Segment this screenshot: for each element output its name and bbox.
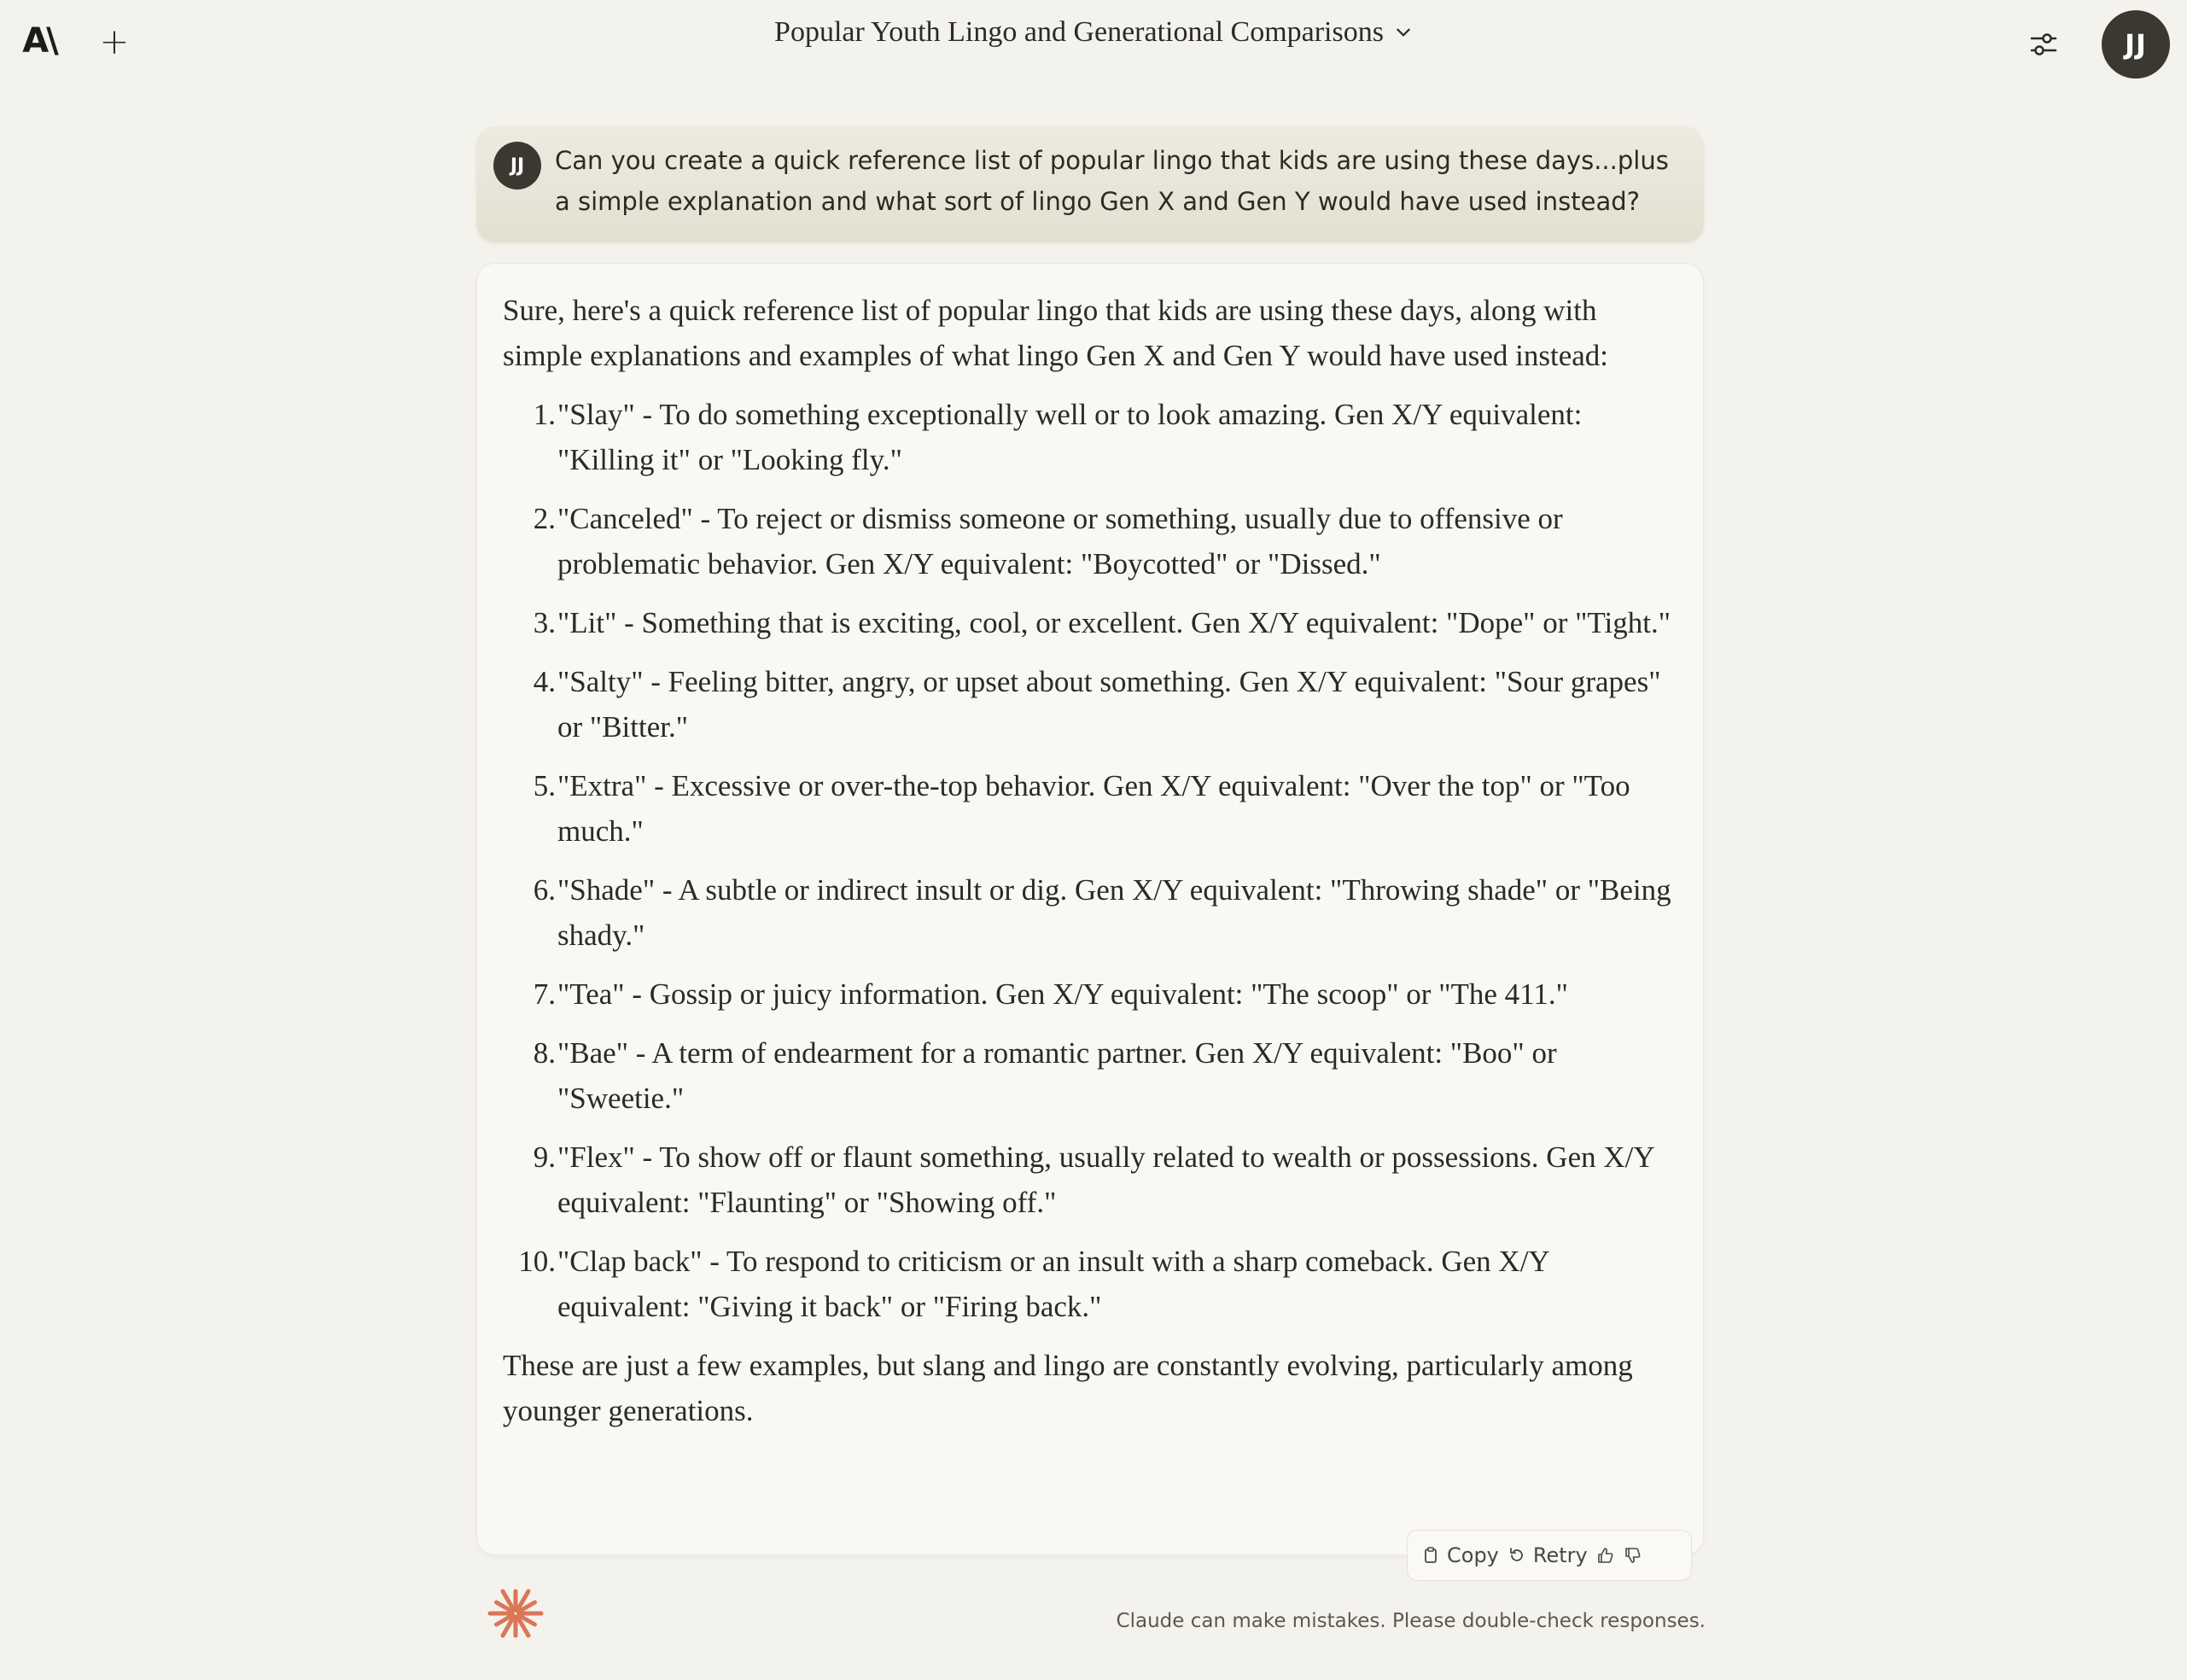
list-item-text: "Salty" - Feeling bitter, angry, or upset about something. Gen X/Y equivalent: "Sour grapes" or "Bitter." xyxy=(557,665,1661,744)
assistant-outro: These are just a few examples, but slang and lingo are constantly evolving, particularly among younger generations. xyxy=(503,1349,1633,1427)
list-item xyxy=(503,392,1672,482)
list-item-text: "Tea" - Gossip or juicy information. Gen X/Y equivalent: "The scoop" or "The 411." xyxy=(557,977,1568,1011)
list-item-text: "Canceled" - To reject or dismiss someone or something, usually due to offensive or problematic behavior. Gen X/Y equivalent: "Boycotted" or "Dissed." xyxy=(557,502,1563,580)
top-bar xyxy=(0,0,2187,85)
list-item xyxy=(503,600,1672,645)
clipboard-icon xyxy=(1421,1546,1440,1565)
list-item xyxy=(503,867,1672,958)
list-item-number: 10. xyxy=(518,1245,556,1278)
retry-icon xyxy=(1508,1546,1526,1565)
list-item-number: 3. xyxy=(533,606,556,639)
list-item-number: 8. xyxy=(533,1036,556,1070)
list-item-text: "Flex" - To show off or flaunt something, usually related to wealth or possessions. Gen X/Y equivalent: "Flaunting" or "Showing off." xyxy=(557,1140,1654,1219)
user-avatar[interactable]: JJ xyxy=(2102,10,2170,79)
user-message-text: Can you create a quick reference list of popular lingo that kids are using these days...plus a simple explanation and what sort of lingo Gen X and Gen Y would have used instead? xyxy=(555,146,1669,216)
settings-sliders-icon[interactable] xyxy=(2027,27,2061,61)
list-item-text: "Shade" - A subtle or indirect insult or dig. Gen X/Y equivalent: "Throwing shade" or "Being shady." xyxy=(557,873,1671,952)
copy-label: Copy xyxy=(1447,1543,1499,1567)
thumbs-down-button[interactable] xyxy=(1624,1546,1642,1565)
list-item xyxy=(503,659,1672,750)
plus-icon: + xyxy=(99,20,130,62)
list-item xyxy=(503,496,1672,586)
list-item xyxy=(503,1135,1672,1225)
user-message-avatar: JJ xyxy=(493,142,541,190)
conversation-title: Popular Youth Lingo and Generational Comparisons xyxy=(774,16,1384,48)
assistant-intro: Sure, here's a quick reference list of popular lingo that kids are using these days, along with simple explanations and examples of what lingo Gen X and Gen Y would have used instead: xyxy=(503,294,1609,372)
list-item-number: 7. xyxy=(533,977,556,1011)
list-item-number: 6. xyxy=(533,873,556,907)
list-item-text: "Lit" - Something that is exciting, cool, or excellent. Gen X/Y equivalent: "Dope" or "Tight." xyxy=(557,606,1671,639)
thumbs-down-icon xyxy=(1624,1546,1642,1565)
anthropic-logo[interactable]: A\ xyxy=(22,21,56,61)
chevron-down-icon xyxy=(1394,23,1413,42)
list-item-text: "Bae" - A term of endearment for a romantic partner. Gen X/Y equivalent: "Boo" or "Sweetie." xyxy=(557,1036,1557,1115)
copy-button[interactable] xyxy=(1421,1543,1499,1567)
list-item-text: "Slay" - To do something exceptionally well or to look amazing. Gen X/Y equivalent: "Killing it" or "Looking fly." xyxy=(557,398,1583,476)
list-item-number: 9. xyxy=(533,1140,556,1174)
assistant-message xyxy=(476,263,1704,1555)
claude-spark-icon xyxy=(487,1584,545,1642)
list-item-number: 4. xyxy=(533,665,556,698)
list-item-number: 5. xyxy=(533,769,556,802)
user-message xyxy=(476,126,1704,242)
retry-button[interactable] xyxy=(1508,1543,1588,1567)
message-actions xyxy=(1407,1530,1692,1581)
conversation-title-menu[interactable] xyxy=(0,14,2187,51)
thumbs-up-icon xyxy=(1596,1546,1615,1565)
list-item-text: "Clap back" - To respond to criticism or an insult with a sharp comeback. Gen X/Y equivalent: "Giving it back" or "Firing back." xyxy=(557,1245,1549,1323)
list-item xyxy=(503,971,1672,1017)
disclaimer-text: Claude can make mistakes. Please double-check responses. xyxy=(1116,1610,1706,1632)
list-item-text: "Extra" - Excessive or over-the-top behavior. Gen X/Y equivalent: "Over the top" or "Too much." xyxy=(557,769,1630,848)
list-item xyxy=(503,1239,1672,1329)
list-item-number: 2. xyxy=(533,502,556,535)
list-item xyxy=(503,763,1672,854)
list-item xyxy=(503,1030,1672,1121)
lingo-list xyxy=(503,392,1672,1329)
thumbs-up-button[interactable] xyxy=(1596,1546,1615,1565)
list-item-number: 1. xyxy=(533,398,556,431)
retry-label: Retry xyxy=(1532,1543,1588,1567)
